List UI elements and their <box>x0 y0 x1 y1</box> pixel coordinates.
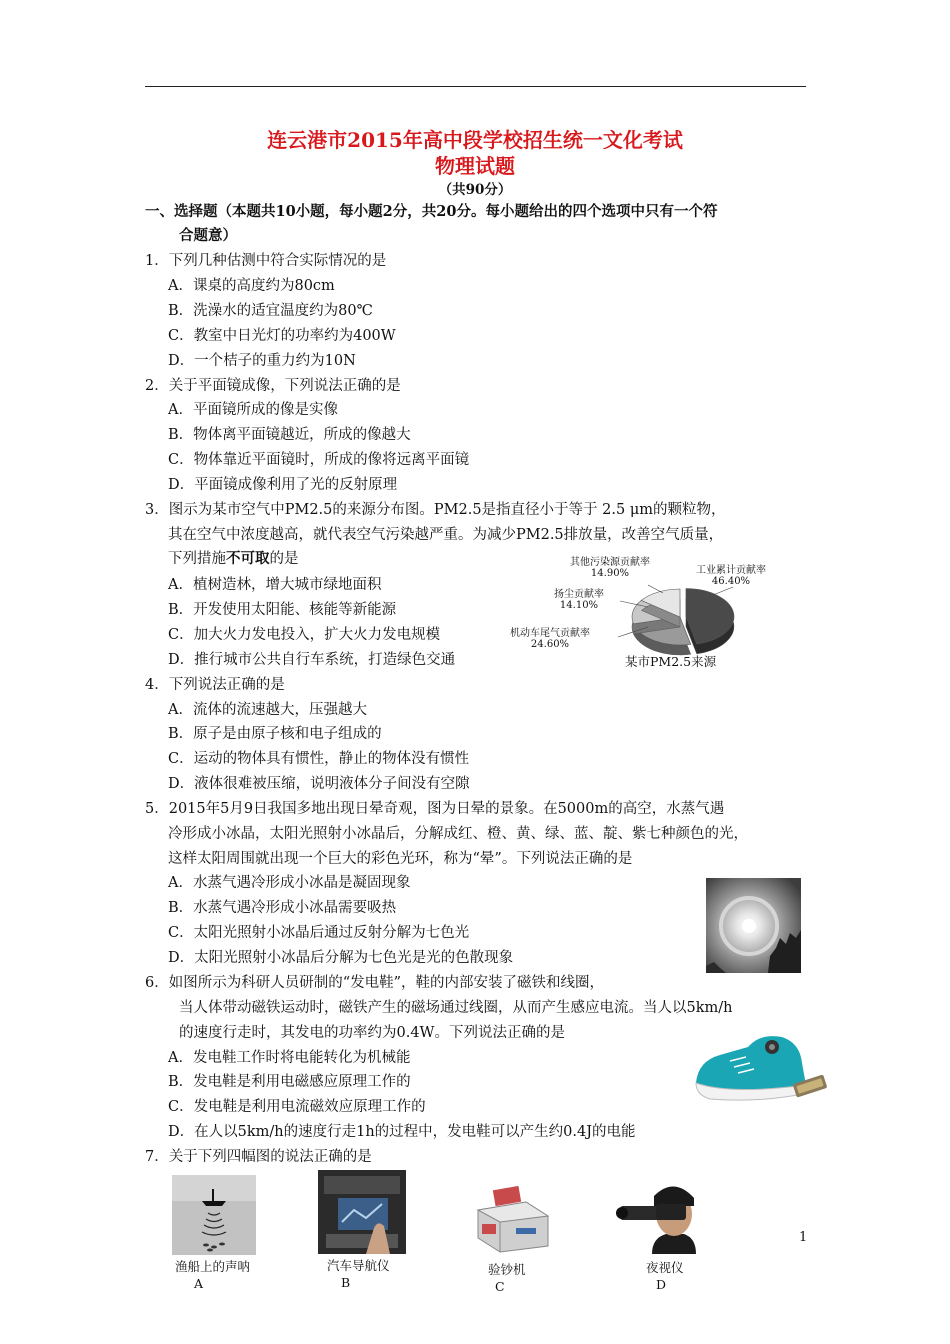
q3-stem-1: 3．图示为某市空气中PM2.5的来源分布图。PM2.5是指直径小于等于 2.5 μm的颗粒物， <box>145 502 726 518</box>
q5-option-a: A．水蒸气遇冷形成小冰晶是凝固现象 <box>168 875 411 891</box>
q5-stem-3: 这样太阳周围就出现一个巨大的彩色光环，称为“晕”。下列说法正确的是 <box>168 851 633 867</box>
q5-option-c: C．太阳光照射小冰晶后通过反射分解为七色光 <box>168 925 470 941</box>
night-vision-image <box>612 1172 708 1254</box>
page-number: 1 <box>799 1230 808 1245</box>
pie-label-industry: 工业累计贡献率 46.40% <box>696 565 766 587</box>
q6-option-d: D．在人以5km/h的速度行走1h的过程中，发电鞋可以产生约0.4J的电能 <box>168 1124 636 1140</box>
pic-b-letter: B <box>341 1275 351 1290</box>
pie-label-vehicle: 机动车尾气贡献率 24.60% <box>510 628 590 650</box>
total-score: （共90分） <box>438 182 512 198</box>
q2-option-a: A．平面镜所成的像是实像 <box>168 402 338 418</box>
exam-title: 连云港市2015年高中段学校招生统一文化考试 <box>267 128 683 152</box>
q1-option-c: C．教室中日光灯的功率约为400W <box>168 328 396 344</box>
q6-stem-3: 的速度行走时，其发电的功率约为0.4W。下列说法正确的是 <box>179 1025 565 1041</box>
pie-caption: 某市PM2.5来源 <box>625 654 717 669</box>
pic-c-caption: 验钞机 <box>488 1262 526 1277</box>
q6-option-a: A．发电鞋工作时将电能转化为机械能 <box>168 1050 411 1066</box>
q6-option-c: C．发电鞋是利用电流磁效应原理工作的 <box>168 1099 426 1115</box>
pie-label-other: 其他污染源贡献率 14.90% <box>570 557 650 579</box>
header-rule <box>145 86 806 87</box>
q6-stem-1: 6．如图所示为科研人员研制的“发电鞋”，鞋的内部安装了磁铁和线圈， <box>145 975 605 991</box>
sun-halo-image <box>706 878 801 973</box>
q6-stem-2: 当人体带动磁铁运动时，磁铁产生的磁场通过线圈，从而产生感应电流。当人以5km/h <box>179 1000 733 1016</box>
q4-option-c: C．运动的物体具有惯性，静止的物体没有惯性 <box>168 751 470 767</box>
q3-stem-2: 其在空气中浓度越高，就代表空气污染越严重。为减少PM2.5排放量，改善空气质量， <box>168 527 724 543</box>
power-shoe-image <box>690 1027 835 1107</box>
q7-stem: 7．关于下列四幅图的说法正确的是 <box>145 1149 372 1165</box>
pic-d-letter: D <box>656 1277 667 1292</box>
pie-leader-line <box>648 585 663 593</box>
q3-stem-3: 下列措施不可取的是 <box>168 550 299 567</box>
pie-slice-0 <box>686 589 734 654</box>
q1-option-d: D．一个桔子的重力约为10N <box>168 353 356 369</box>
q4-option-b: B．原子是由原子核和电子组成的 <box>168 726 382 742</box>
q1-option-a: A．课桌的高度约为80cm <box>168 278 335 294</box>
q3-option-d: D．推行城市公共自行车系统，打造绿色交通 <box>168 652 456 668</box>
pie-leader-line <box>713 587 733 595</box>
q1-stem: 1．下列几种估测中符合实际情况的是 <box>145 253 387 269</box>
pic-a-caption: 渔船上的声呐 <box>175 1259 251 1274</box>
q3-option-c: C．加大火力发电投入，扩大火力发电规模 <box>168 627 441 643</box>
q3-option-b: B．开发使用太阳能、核能等新能源 <box>168 602 397 618</box>
sonar-image <box>172 1175 256 1255</box>
q4-option-d: D．液体很难被压缩，说明液体分子间没有空隙 <box>168 776 470 792</box>
q3-emphasis: 不可取 <box>226 550 270 567</box>
pie-label-dust: 扬尘贡献率 14.10% <box>554 589 604 611</box>
q4-stem: 4．下列说法正确的是 <box>145 677 285 693</box>
subject-title: 物理试题 <box>435 154 515 178</box>
q2-option-c: C．物体靠近平面镜时，所成的像将远离平面镜 <box>168 452 470 468</box>
q3-option-a: A．植树造林，增大城市绿地面积 <box>168 577 382 593</box>
q2-option-d: D．平面镜成像利用了光的反射原理 <box>168 477 398 493</box>
pic-d-caption: 夜视仪 <box>646 1260 684 1275</box>
car-navigation-image <box>318 1170 406 1254</box>
q5-option-b: B．水蒸气遇冷形成小冰晶需要吸热 <box>168 900 397 916</box>
q5-stem-1: 5．2015年5月9日我国多地出现日晕奇观，图为日晕的景象。在5000m的高空，水蒸气遇 <box>145 801 725 817</box>
money-counter-image <box>466 1180 556 1255</box>
q5-stem-2: 冷形成小冰晶，太阳光照射小冰晶后，分解成红、橙、黄、绿、蓝、靛、紫七种颜色的光， <box>168 826 748 842</box>
pic-a-letter: A <box>194 1276 204 1291</box>
q6-option-b: B．发电鞋是利用电磁感应原理工作的 <box>168 1074 411 1090</box>
pic-c-letter: C <box>495 1279 505 1294</box>
q5-option-d: D．太阳光照射小冰晶后分解为七色光是光的色散现象 <box>168 950 514 966</box>
q2-option-b: B．物体离平面镜越近，所成的像越大 <box>168 427 411 443</box>
q4-option-a: A．流体的流速越大，压强越大 <box>168 702 367 718</box>
section-heading: 一、选择题（本题共10小题，每小题2分，共20分。每小题给出的四个选项中只有一个符 <box>145 203 718 220</box>
pm25-pie-chart <box>508 555 798 670</box>
section-heading-cont: 合题意） <box>179 227 237 244</box>
pic-b-caption: 汽车导航仪 <box>327 1258 390 1273</box>
q2-stem: 2．关于平面镜成像，下列说法正确的是 <box>145 378 401 394</box>
q1-option-b: B．洗澡水的适宜温度约为80℃ <box>168 303 373 319</box>
